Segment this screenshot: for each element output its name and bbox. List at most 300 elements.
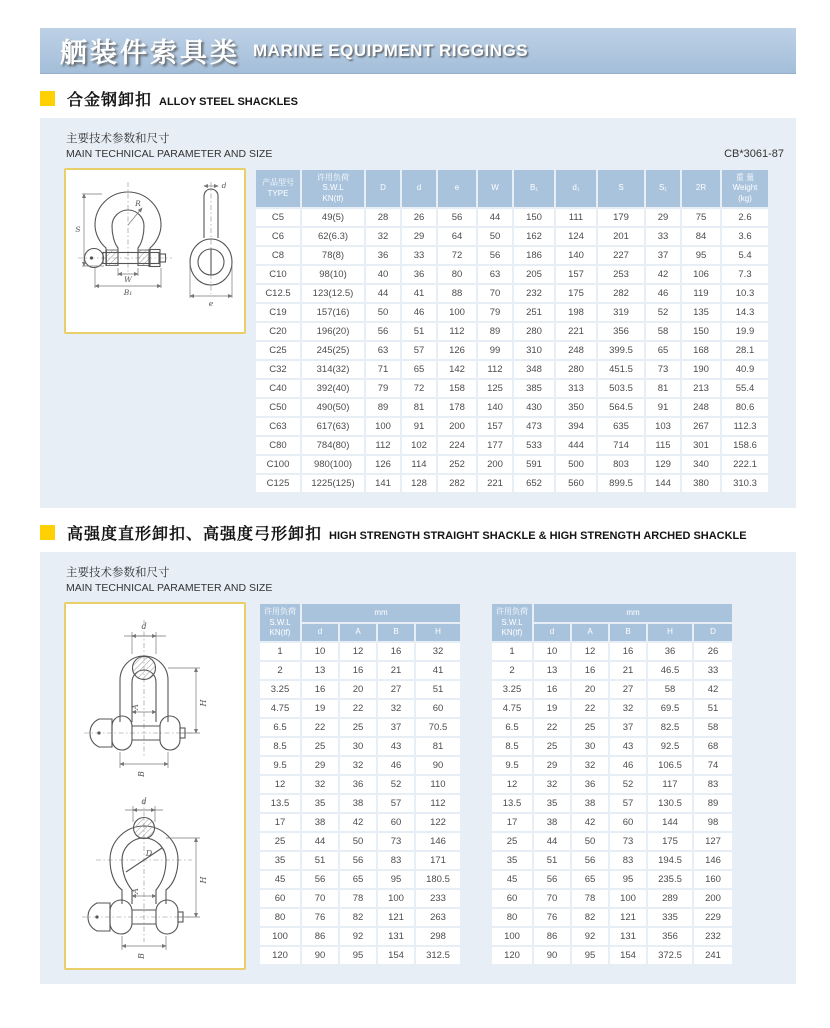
table-cell: 196(20) [302,323,364,340]
table-cell: 36 [648,643,692,660]
table-cell: 76 [302,909,338,926]
table-cell: 44 [366,285,400,302]
table-cell: C50 [256,399,300,416]
table-cell: 56 [534,871,570,888]
table-cell: 42 [340,814,376,831]
column-header: W [478,170,512,207]
table-cell: 35 [492,852,532,869]
table-cell: 36 [402,266,436,283]
table-cell: 9.5 [492,757,532,774]
table-cell: 55.4 [722,380,768,397]
table-cell: 162 [514,228,554,245]
table-cell: 10 [302,643,338,660]
table-cell: 86 [534,928,570,945]
subtitle-en: MAIN TECHNICAL PARAMETER AND SIZE [66,148,273,160]
table-cell: 58 [648,681,692,698]
table-cell: 117 [648,776,692,793]
table-cell: 106.5 [648,757,692,774]
table-cell: 8.5 [492,738,532,755]
page-banner [40,28,796,74]
table-cell: 158.6 [722,437,768,454]
table-row [260,871,460,888]
table-cell: 235.5 [648,871,692,888]
table-cell: 280 [514,323,554,340]
table-row [256,247,768,264]
table-cell: 120 [260,947,300,964]
table-row [256,380,768,397]
table-cell: 444 [556,437,596,454]
table-cell: 233 [416,890,460,907]
column-header: 重 量 Weight (kg) [722,170,768,207]
column-header: e [438,170,476,207]
table-cell: 179 [598,209,644,226]
table-cell: 33 [646,228,680,245]
table-cell: 92.5 [648,738,692,755]
table-row [260,928,460,945]
table-cell: 392(40) [302,380,364,397]
dim-label-b: B [137,771,146,778]
table-cell: 100 [260,928,300,945]
table-cell: 124 [556,228,596,245]
table-cell: 41 [402,285,436,302]
table-cell: 73 [378,833,414,850]
table-cell: 17 [492,814,532,831]
dim-label-h: H [199,876,208,884]
table-cell: 36 [366,247,400,264]
table-cell: 115 [646,437,680,454]
table-cell: 95 [340,947,376,964]
table-row [260,681,460,698]
table-cell: 63 [366,342,400,359]
subtitle-en: MAIN TECHNICAL PARAMETER AND SIZE [66,582,273,595]
table-cell: 81 [646,380,680,397]
table-cell: 42 [572,814,608,831]
table-cell: 46.5 [648,662,692,679]
table-row [256,323,768,340]
table-cell: 229 [694,909,732,926]
table-cell: 35 [302,795,338,812]
table-cell: 154 [378,947,414,964]
table-cell: 91 [402,418,436,435]
table-row [256,209,768,226]
table-cell: 106 [682,266,720,283]
section1-header [40,87,796,110]
table-cell: 1 [492,643,532,660]
table-cell: 1225(125) [302,475,364,492]
table-row [256,266,768,283]
table-row [256,475,768,492]
table-cell: 79 [366,380,400,397]
table-row [492,757,732,774]
table-cell: 186 [514,247,554,264]
table-cell: 280 [556,361,596,378]
table-cell: 27 [378,681,414,698]
table-cell: 2 [260,662,300,679]
table-cell: 32 [302,776,338,793]
table-cell: 81 [416,738,460,755]
table-cell: 98(10) [302,266,364,283]
table-cell: 130.5 [648,795,692,812]
table-row [492,909,732,926]
table-cell: 46 [610,757,646,774]
table-cell: 168 [682,342,720,359]
table-cell: 25 [492,833,532,850]
table-cell: 78 [572,890,608,907]
table-cell: 3.6 [722,228,768,245]
table-cell: 57 [610,795,646,812]
table-cell: 29 [646,209,680,226]
table-cell: C25 [256,342,300,359]
table-cell: 12 [340,643,376,660]
table-cell: 356 [598,323,644,340]
table-cell: 56 [366,323,400,340]
table-cell: 131 [610,928,646,945]
table-cell: 90 [534,947,570,964]
table-cell: 617(63) [302,418,364,435]
table-cell: 56 [478,247,512,264]
table-cell: 171 [416,852,460,869]
table-cell: C6 [256,228,300,245]
table-row [260,833,460,850]
section2-title-en: HIGH STRENGTH STRAIGHT SHACKLE & HIGH STRENGTH ARCHED SHACKLE [329,530,747,543]
table-cell: 90 [302,947,338,964]
table-cell: 83 [378,852,414,869]
table-cell: 73 [610,833,646,850]
table-cell: 32 [534,776,570,793]
table-cell: 111 [556,209,596,226]
table-cell: C10 [256,266,300,283]
table-row [492,947,732,964]
table-cell: 150 [514,209,554,226]
table-row [256,399,768,416]
table-cell: 25 [302,738,338,755]
column-header: S₁ [646,170,680,207]
table-cell: 190 [682,361,720,378]
table-cell: 45 [260,871,300,888]
table-cell: 144 [646,475,680,492]
table-cell: 980(100) [302,456,364,473]
table-cell: 2 [492,662,532,679]
table-cell: 12 [572,643,608,660]
table-cell: 95 [572,947,608,964]
table-cell: 70 [534,890,570,907]
table-cell: 42 [694,681,732,698]
table-cell: 70.5 [416,719,460,736]
table-cell: 91 [646,399,680,416]
table-cell: 635 [598,418,644,435]
table-cell: 28 [366,209,400,226]
table-cell: 32 [416,643,460,660]
table-cell: 57 [378,795,414,812]
table-cell: 89 [478,323,512,340]
table-cell: 100 [438,304,476,321]
table-cell: 13.5 [260,795,300,812]
table-cell: C100 [256,456,300,473]
table-cell: 28.1 [722,342,768,359]
table-cell: C12.5 [256,285,300,302]
table-cell: 131 [378,928,414,945]
table-cell: 245(25) [302,342,364,359]
section2-subtitle [66,564,272,594]
table-cell: 60 [260,890,300,907]
banner-title-zh: 舾装件索具类 [60,38,240,68]
table-cell: 282 [598,285,644,302]
table-cell: 714 [598,437,644,454]
dim-label-e: e [208,299,214,308]
table-cell: 9.5 [260,757,300,774]
table-cell: 79 [478,304,512,321]
table-cell: C19 [256,304,300,321]
column-header: 许用负荷 S.W.L KN(tf) [492,604,532,641]
table-cell: 80 [492,909,532,926]
table-cell: 175 [648,833,692,850]
table-cell: 38 [302,814,338,831]
table-cell: 30 [572,738,608,755]
table-cell: 51 [302,852,338,869]
table-cell: 51 [694,700,732,717]
table-cell: 652 [514,475,554,492]
table-cell: 21 [378,662,414,679]
table-cell: 158 [438,380,476,397]
table-cell: 37 [610,719,646,736]
table-cell: 71 [366,361,400,378]
table-cell: 42 [646,266,680,283]
column-header: d₁ [556,170,596,207]
table-cell: 146 [694,852,732,869]
table-cell: 50 [478,228,512,245]
table-cell: 127 [694,833,732,850]
table-row [260,947,460,964]
table-cell: 36 [572,776,608,793]
table-cell: 38 [340,795,376,812]
column-header: A [572,624,608,642]
table-cell: 5.4 [722,247,768,264]
column-header: B [610,624,646,642]
table-cell: 83 [610,852,646,869]
table-cell: 13 [302,662,338,679]
table-cell: 76 [534,909,570,926]
table-cell: 52 [610,776,646,793]
table-cell: 32 [610,700,646,717]
table-cell: 394 [556,418,596,435]
table-cell: 313 [556,380,596,397]
table-cell: 7.3 [722,266,768,283]
table-cell: 110 [416,776,460,793]
table-cell: 70 [302,890,338,907]
table-row [256,304,768,321]
table-cell: 51 [402,323,436,340]
table-cell: 289 [648,890,692,907]
table-row [492,643,732,660]
table-row [260,700,460,717]
table-cell: 12 [260,776,300,793]
table-cell: 103 [646,418,680,435]
table-cell: 200 [438,418,476,435]
section1-title-en: ALLOY STEEL SHACKLES [159,96,298,108]
table-cell: 22 [302,719,338,736]
table-cell: 12 [492,776,532,793]
table-cell: 121 [378,909,414,926]
table-cell: 533 [514,437,554,454]
straight-shackle-diagram [68,606,242,780]
table-cell: 82.5 [648,719,692,736]
table-row [492,776,732,793]
table-cell: 27 [610,681,646,698]
table-cell: 84 [682,228,720,245]
dim-label-b: B [137,953,146,960]
table-cell: 32 [378,700,414,717]
alloy-shackle-diagram-box [64,168,246,334]
dim-label-a: A [131,888,140,895]
table-cell: 20 [340,681,376,698]
column-header: mm [302,604,460,622]
dim-label-a: A [131,704,140,711]
table-cell: C20 [256,323,300,340]
table-cell: 65 [340,871,376,888]
table-cell: 340 [682,456,720,473]
table-row [256,342,768,359]
dim-label-b1: B₁ [123,288,133,297]
table-cell: 46 [646,285,680,302]
table-cell: 60 [378,814,414,831]
table-cell: 50 [366,304,400,321]
table-cell: 16 [340,662,376,679]
table-cell: 140 [478,399,512,416]
dim-label-h: H [199,699,208,707]
table-cell: 25 [572,719,608,736]
table-cell: 52 [378,776,414,793]
table-cell: 232 [694,928,732,945]
table-cell: 44 [302,833,338,850]
bow-shackle-front-view [85,192,166,268]
table-cell: 65 [402,361,436,378]
table-cell: 45 [492,871,532,888]
table-cell: 56 [438,209,476,226]
table-cell: 46 [378,757,414,774]
table-cell: 112 [478,361,512,378]
table-cell: 119 [682,285,720,302]
column-header: 许用负荷 S.W.L KN(tf) [260,604,300,641]
table-row [492,852,732,869]
table-cell: C32 [256,361,300,378]
dim-label-s: S [75,225,81,234]
table-row [492,662,732,679]
table-cell: 123(12.5) [302,285,364,302]
table-row [492,833,732,850]
table-cell: 33 [694,662,732,679]
table-cell: 473 [514,418,554,435]
table-cell: 16 [572,662,608,679]
table-cell: 22 [340,700,376,717]
column-header: B₁ [514,170,554,207]
table-cell: 72 [402,380,436,397]
table-cell: 503.5 [598,380,644,397]
table-cell: 232 [514,285,554,302]
table-cell: 314(32) [302,361,364,378]
column-header: d [302,624,338,642]
table-cell: 241 [694,947,732,964]
table-row [260,738,460,755]
table-cell: 46 [402,304,436,321]
table-row [260,776,460,793]
table-cell: 221 [556,323,596,340]
yellow-bullet-icon [40,525,55,540]
table-cell: 92 [340,928,376,945]
table-cell: 451.5 [598,361,644,378]
dim-label-d: d [221,181,227,190]
table-cell: 399.5 [598,342,644,359]
table-cell: 70 [478,285,512,302]
column-header: 2R [682,170,720,207]
table-cell: 298 [416,928,460,945]
table-cell: 385 [514,380,554,397]
table-cell: 25 [534,738,570,755]
table-cell: 4.75 [492,700,532,717]
table-row [260,852,460,869]
table-cell: 30 [340,738,376,755]
table-cell: 75 [682,209,720,226]
table-cell: 200 [694,890,732,907]
table-cell: 112 [438,323,476,340]
table-cell: 86 [302,928,338,945]
table-cell: 60 [492,890,532,907]
table-cell: 50 [340,833,376,850]
table-cell: 310.3 [722,475,768,492]
table-cell: 251 [514,304,554,321]
table-cell: C40 [256,380,300,397]
table-cell: 125 [478,380,512,397]
table-cell: 121 [610,909,646,926]
table-cell: 430 [514,399,554,416]
table-cell: 19 [534,700,570,717]
table-cell: 312.5 [416,947,460,964]
table-cell: 784(80) [302,437,364,454]
table-cell: 10.3 [722,285,768,302]
table-cell: 380 [682,475,720,492]
table-cell: 335 [648,909,692,926]
table-row [256,456,768,473]
dim-label-w: W [124,275,132,284]
table-cell: 213 [682,380,720,397]
table-row [256,285,768,302]
section2-title-zh: 高强度直形卸扣、高强度弓形卸扣 [67,526,323,544]
table-cell: 267 [682,418,720,435]
table-cell: C125 [256,475,300,492]
table-cell: 112 [416,795,460,812]
table-cell: 146 [416,833,460,850]
table-cell: 221 [478,475,512,492]
table-cell: 282 [438,475,476,492]
column-header: mm [534,604,732,622]
table-cell: 89 [366,399,400,416]
section1-title-zh: 合金钢卸扣 [67,92,153,109]
table-cell: 51 [416,681,460,698]
straight-shackle-table [258,602,462,966]
table-cell: 263 [416,909,460,926]
table-cell: 3.25 [492,681,532,698]
table-cell: 56 [572,852,608,869]
table-cell: C8 [256,247,300,264]
banner-title-en: MARINE EQUIPMENT RIGGINGS [253,40,529,60]
table-cell: 13.5 [492,795,532,812]
table-cell: 1 [260,643,300,660]
table-cell: 120 [492,947,532,964]
table-cell: 3.25 [260,681,300,698]
table-row [492,719,732,736]
table-cell: 73 [646,361,680,378]
table-cell: 6.5 [260,719,300,736]
column-header: D [694,624,732,642]
